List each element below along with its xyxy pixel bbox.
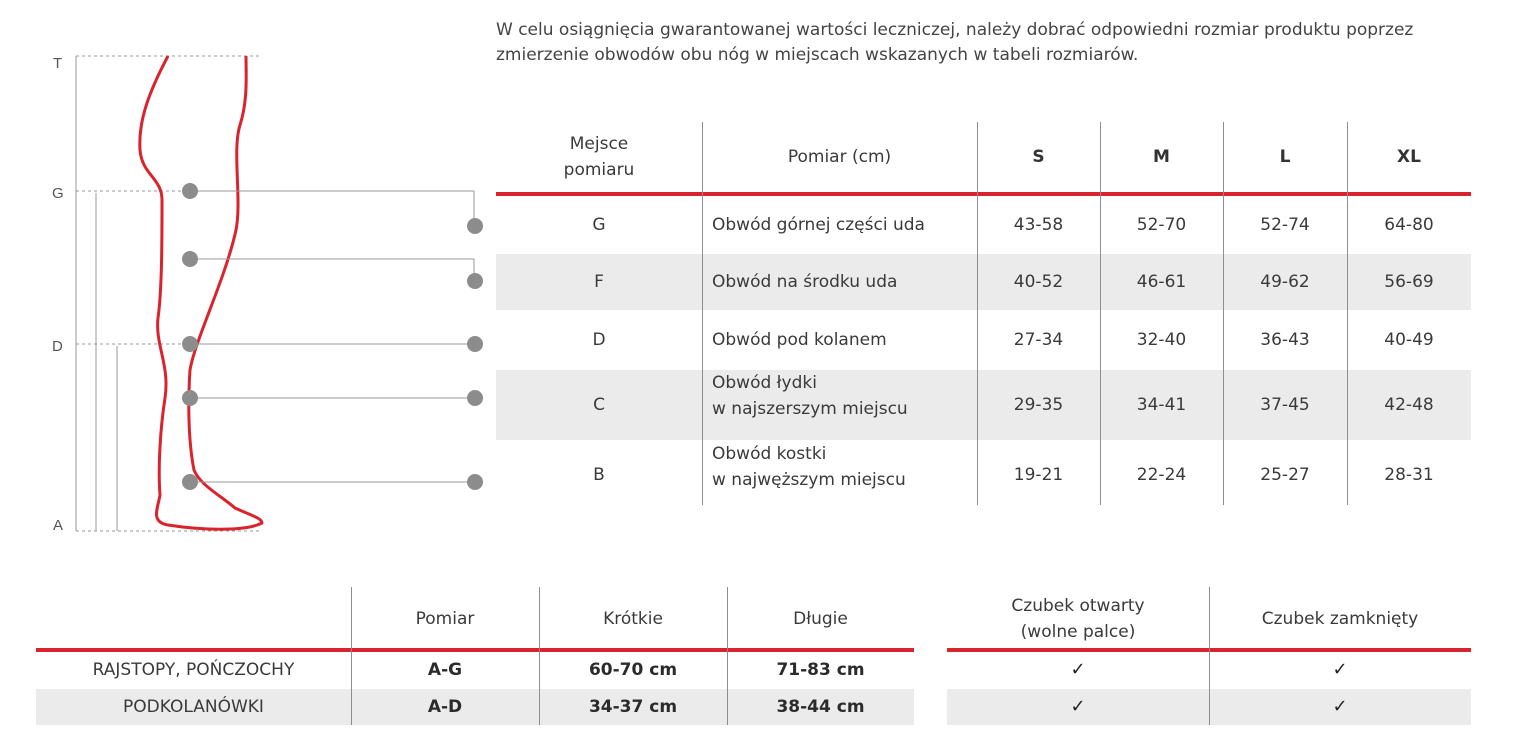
level-label-a: A xyxy=(53,517,64,534)
table-row: D Obwód pod kolanem 27-34 32-40 36-43 40-49 xyxy=(592,330,1434,350)
header-xl: XL xyxy=(1397,146,1421,167)
leg-diagram xyxy=(0,0,490,545)
toe-table xyxy=(947,587,1471,725)
intro-text xyxy=(496,18,1486,68)
column-divider xyxy=(702,122,703,505)
intro-line-1: W celu osiągnięcia gwarantowanej wartości leczniczej, należy dobrać odpowiedni rozmiar produktu poprzez xyxy=(496,20,1414,40)
length-table-header xyxy=(36,587,914,651)
column-divider xyxy=(1100,122,1101,505)
dot-leg-b xyxy=(182,474,198,490)
column-divider xyxy=(1223,122,1224,505)
level-label-g: G xyxy=(52,185,64,202)
check-icon: ✓ xyxy=(1070,696,1086,717)
dot-leg-c xyxy=(182,390,198,406)
column-divider xyxy=(539,587,540,725)
header-l: L xyxy=(1279,146,1291,167)
header-krotkie: Krótkie xyxy=(603,609,663,629)
size-table-header xyxy=(496,120,1471,193)
dot-leg-f xyxy=(182,251,198,267)
dot-row-f xyxy=(467,273,483,289)
column-divider xyxy=(1209,587,1210,725)
leg-outline xyxy=(140,56,262,529)
connector-g xyxy=(190,191,474,226)
table-row: F Obwód na środku uda 40-52 46-61 49-62 56-69 xyxy=(496,254,1471,310)
dot-row-c xyxy=(467,390,483,406)
check-icon: ✓ xyxy=(1332,696,1348,717)
header-place: Mejsce pomiaru xyxy=(563,133,635,180)
header-pomiar: Pomiar xyxy=(415,609,475,629)
column-divider xyxy=(351,587,352,725)
header-dlugie: Długie xyxy=(793,609,848,629)
dot-leg-d xyxy=(182,336,198,352)
table-row: B Obwód kostki w najwęższym miejscu 19-21 22-24 25-27 28-31 xyxy=(593,444,1434,490)
level-label-t: T xyxy=(53,55,63,72)
connector-f xyxy=(190,259,474,281)
column-divider xyxy=(977,122,978,505)
table-row: PODKOLANÓWKI A-D 34-37 cm 38-44 cm xyxy=(36,689,914,725)
header-open-toe: Czubek otwarty (wolne palce) xyxy=(1011,596,1145,642)
size-table-rule xyxy=(496,192,1471,196)
length-table xyxy=(36,587,914,725)
table-row: G Obwód górnej części uda 43-58 52-70 52-74 64-80 xyxy=(592,215,1434,235)
check-icon: ✓ xyxy=(1332,659,1348,680)
intro-line-2: zmierzenie obwodów obu nóg w miejscach wskazanych w tabeli rozmiarów. xyxy=(496,45,1139,65)
header-closed-toe: Czubek zamknięty xyxy=(1261,609,1419,629)
column-divider xyxy=(727,587,728,725)
check-icon: ✓ xyxy=(1070,659,1086,680)
table-row: C Obwód łydki w najszerszym miejscu 29-35 34-41 37-45 42-48 xyxy=(496,370,1471,440)
header-m: M xyxy=(1153,146,1170,167)
level-label-d: D xyxy=(52,338,63,355)
dot-row-b xyxy=(467,474,483,490)
dot-row-g xyxy=(467,218,483,234)
table-row: RAJSTOPY, POŃCZOCHY A-G 60-70 cm 71-83 cm xyxy=(92,660,865,680)
header-s: S xyxy=(1032,146,1045,167)
dot-leg-g xyxy=(182,183,198,199)
column-divider xyxy=(1347,122,1348,505)
header-measure: Pomiar (cm) xyxy=(787,146,892,167)
dot-row-d xyxy=(467,336,483,352)
